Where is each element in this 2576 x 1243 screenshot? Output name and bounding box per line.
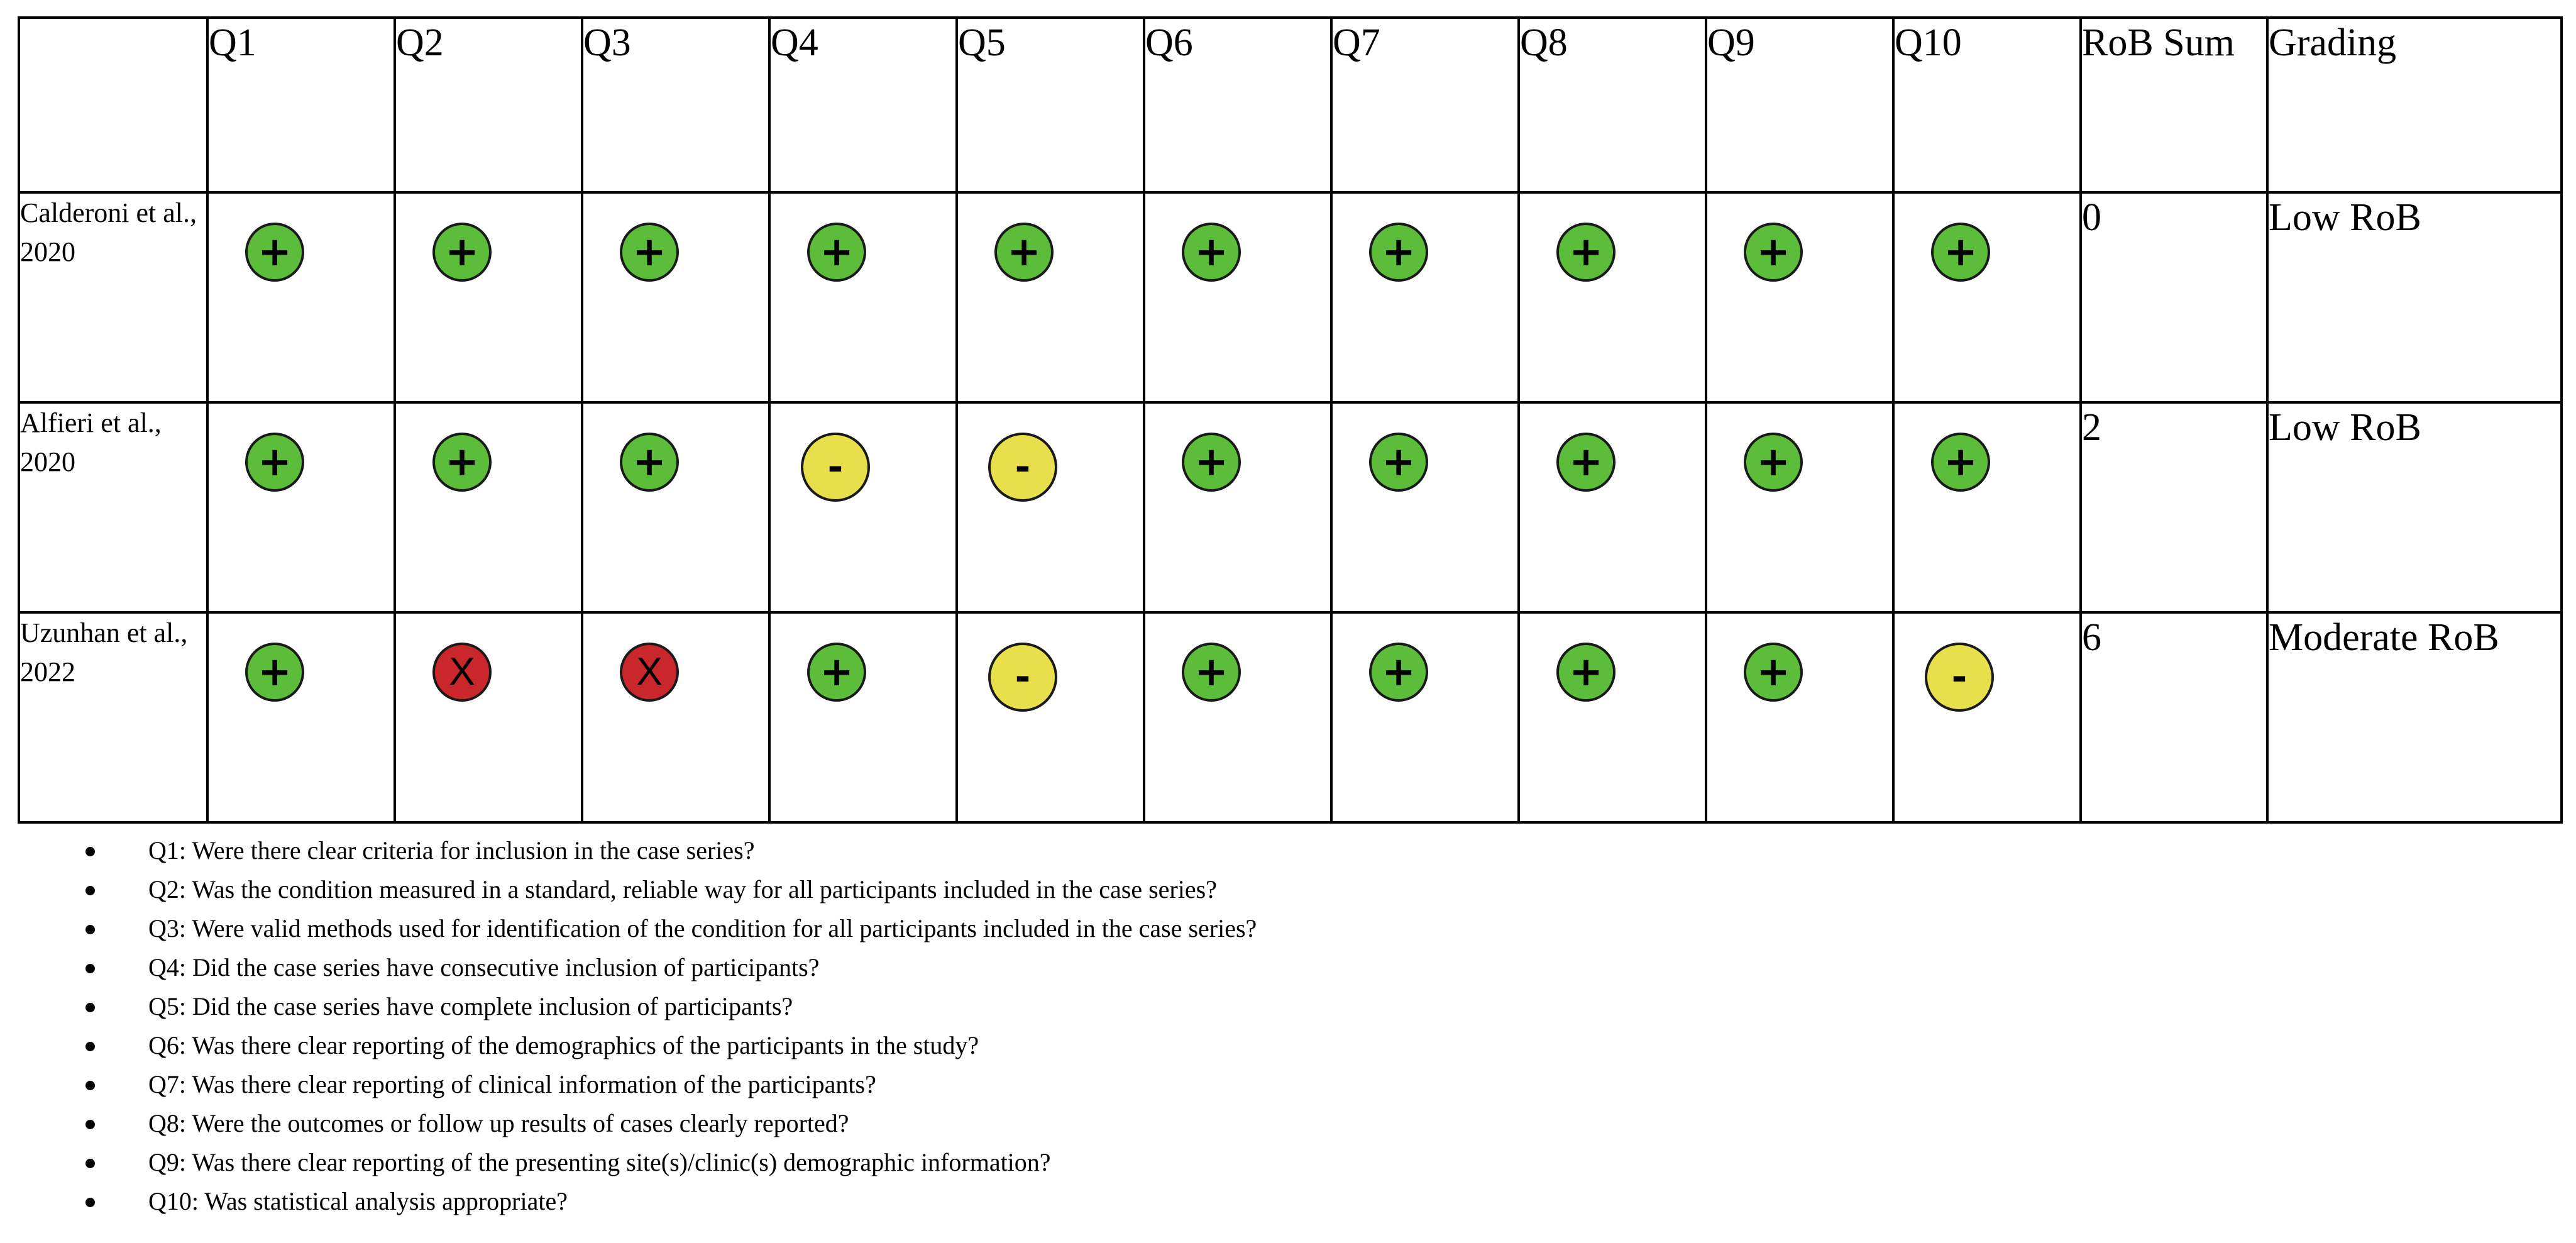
unclear-risk-minus-icon: - bbox=[801, 433, 870, 502]
rating-cell-q8 bbox=[1519, 612, 1706, 822]
rating-cell-q7 bbox=[1331, 402, 1519, 612]
rob-sum-value: 6 bbox=[2081, 612, 2267, 822]
low-risk-plus-icon: + bbox=[245, 643, 304, 702]
table-row bbox=[19, 612, 2562, 822]
legend-item-q9: Q9: Was there clear reporting of the presenting site(s)/clinic(s) demographic information? bbox=[82, 1143, 1257, 1182]
study-name: Alfieri et al., 2020 bbox=[19, 402, 207, 612]
low-risk-plus-icon: + bbox=[1182, 223, 1241, 282]
rating-cell-q6 bbox=[1144, 612, 1331, 822]
rating-cell-q4 bbox=[769, 402, 957, 612]
rating-cell-q10 bbox=[1893, 192, 2081, 402]
low-risk-plus-icon: + bbox=[807, 223, 866, 282]
table-body bbox=[19, 18, 2562, 822]
low-risk-plus-icon: + bbox=[1556, 643, 1616, 702]
header-row bbox=[19, 18, 2562, 192]
header-cell-q7: Q7 bbox=[1331, 18, 1519, 192]
high-risk-cross-icon: X bbox=[432, 643, 492, 702]
unclear-risk-minus-icon: - bbox=[1925, 643, 1994, 712]
low-risk-plus-icon: + bbox=[994, 223, 1054, 282]
legend-item-q1: Q1: Were there clear criteria for inclusion in the case series? bbox=[82, 831, 1257, 870]
header-cell-q10: Q10 bbox=[1893, 18, 2081, 192]
rob-sum-value: 2 bbox=[2081, 402, 2267, 612]
rating-cell-q1 bbox=[207, 192, 395, 402]
header-cell-q4: Q4 bbox=[769, 18, 957, 192]
header-cell-q9: Q9 bbox=[1706, 18, 1893, 192]
legend-item-q3: Q3: Were valid methods used for identification of the condition for all participants included in the case series? bbox=[82, 909, 1257, 948]
rating-cell-q5 bbox=[957, 612, 1144, 822]
rating-cell-q1 bbox=[207, 612, 395, 822]
header-cell-q1: Q1 bbox=[207, 18, 395, 192]
legend-item-q8: Q8: Were the outcomes or follow up results of cases clearly reported? bbox=[82, 1104, 1257, 1143]
header-cell-grading: Grading bbox=[2267, 18, 2562, 192]
rating-cell-q9 bbox=[1706, 402, 1893, 612]
low-risk-plus-icon: + bbox=[620, 433, 679, 492]
low-risk-plus-icon: + bbox=[807, 643, 866, 702]
rating-cell-q8 bbox=[1519, 192, 1706, 402]
rating-cell-q5 bbox=[957, 192, 1144, 402]
header-cell-study bbox=[19, 18, 207, 192]
legend-item-q5: Q5: Did the case series have complete inclusion of participants? bbox=[82, 987, 1257, 1026]
low-risk-plus-icon: + bbox=[1931, 433, 1990, 492]
risk-of-bias-table bbox=[18, 16, 2563, 824]
low-risk-plus-icon: + bbox=[1369, 433, 1428, 492]
legend-item-q2: Q2: Was the condition measured in a standard, reliable way for all participants included in the case series? bbox=[82, 870, 1257, 909]
rating-cell-q2 bbox=[395, 402, 582, 612]
rating-cell-q3 bbox=[582, 612, 769, 822]
legend-item-q6: Q6: Was there clear reporting of the demographics of the participants in the study? bbox=[82, 1026, 1257, 1065]
header-cell-q8: Q8 bbox=[1519, 18, 1706, 192]
low-risk-plus-icon: + bbox=[432, 223, 492, 282]
table-row bbox=[19, 402, 2562, 612]
low-risk-plus-icon: + bbox=[245, 223, 304, 282]
high-risk-cross-icon: X bbox=[620, 643, 679, 702]
grading-value: Moderate RoB bbox=[2267, 612, 2562, 822]
rating-cell-q9 bbox=[1706, 612, 1893, 822]
rating-cell-q8 bbox=[1519, 402, 1706, 612]
study-name: Uzunhan et al., 2022 bbox=[19, 612, 207, 822]
low-risk-plus-icon: + bbox=[1556, 433, 1616, 492]
unclear-risk-minus-icon: - bbox=[988, 643, 1057, 712]
study-name: Calderoni et al., 2020 bbox=[19, 192, 207, 402]
header-cell-q2: Q2 bbox=[395, 18, 582, 192]
rating-cell-q4 bbox=[769, 192, 957, 402]
header-cell-rob-sum: RoB Sum bbox=[2081, 18, 2267, 192]
low-risk-plus-icon: + bbox=[245, 433, 304, 492]
rating-cell-q7 bbox=[1331, 192, 1519, 402]
question-legend bbox=[82, 831, 1257, 1221]
table-row bbox=[19, 192, 2562, 402]
low-risk-plus-icon: + bbox=[620, 223, 679, 282]
rating-cell-q9 bbox=[1706, 192, 1893, 402]
low-risk-plus-icon: + bbox=[432, 433, 492, 492]
rating-cell-q5 bbox=[957, 402, 1144, 612]
low-risk-plus-icon: + bbox=[1744, 643, 1803, 702]
rating-cell-q3 bbox=[582, 402, 769, 612]
rating-cell-q2 bbox=[395, 612, 582, 822]
rating-cell-q7 bbox=[1331, 612, 1519, 822]
low-risk-plus-icon: + bbox=[1556, 223, 1616, 282]
low-risk-plus-icon: + bbox=[1744, 223, 1803, 282]
legend-item-q4: Q4: Did the case series have consecutive inclusion of participants? bbox=[82, 948, 1257, 987]
rating-cell-q6 bbox=[1144, 402, 1331, 612]
rating-cell-q10 bbox=[1893, 612, 2081, 822]
rating-cell-q2 bbox=[395, 192, 582, 402]
header-cell-q6: Q6 bbox=[1144, 18, 1331, 192]
low-risk-plus-icon: + bbox=[1931, 223, 1990, 282]
low-risk-plus-icon: + bbox=[1369, 643, 1428, 702]
low-risk-plus-icon: + bbox=[1182, 643, 1241, 702]
rating-cell-q1 bbox=[207, 402, 395, 612]
legend-item-q7: Q7: Was there clear reporting of clinical information of the participants? bbox=[82, 1065, 1257, 1104]
rating-cell-q4 bbox=[769, 612, 957, 822]
grading-value: Low RoB bbox=[2267, 192, 2562, 402]
rating-cell-q10 bbox=[1893, 402, 2081, 612]
low-risk-plus-icon: + bbox=[1182, 433, 1241, 492]
grading-value: Low RoB bbox=[2267, 402, 2562, 612]
header-cell-q3: Q3 bbox=[582, 18, 769, 192]
unclear-risk-minus-icon: - bbox=[988, 433, 1057, 502]
low-risk-plus-icon: + bbox=[1369, 223, 1428, 282]
rating-cell-q6 bbox=[1144, 192, 1331, 402]
legend-item-q10: Q10: Was statistical analysis appropriate? bbox=[82, 1182, 1257, 1221]
low-risk-plus-icon: + bbox=[1744, 433, 1803, 492]
header-cell-q5: Q5 bbox=[957, 18, 1144, 192]
rating-cell-q3 bbox=[582, 192, 769, 402]
rob-sum-value: 0 bbox=[2081, 192, 2267, 402]
